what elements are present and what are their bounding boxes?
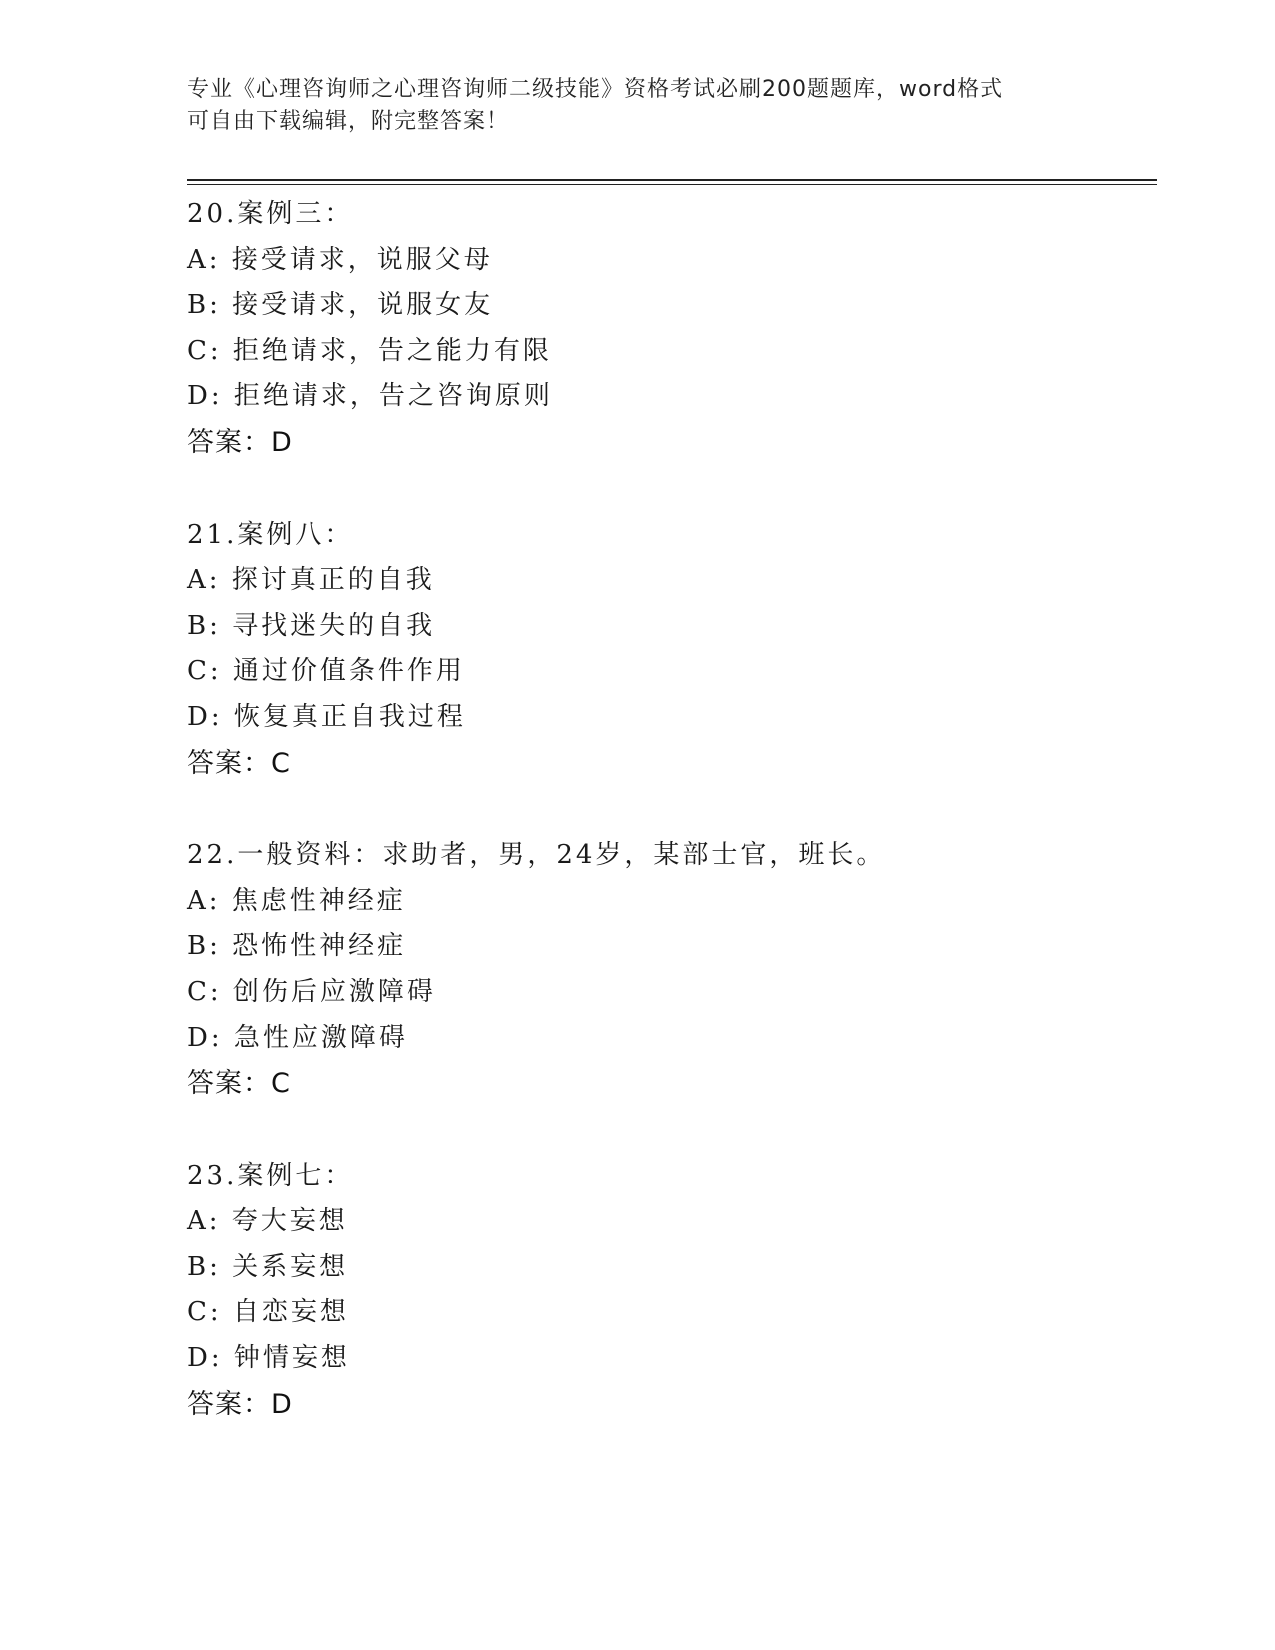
- option-a: A: 焦虑性神经症: [187, 885, 406, 916]
- option-d: D: 急性应激障碍: [187, 1022, 408, 1053]
- option-d: D: 钟情妄想: [187, 1343, 350, 1374]
- option-b: B: 恐怖性神经症: [187, 931, 407, 962]
- question-stem: 20.案例三：: [187, 199, 354, 229]
- answer-line: 答案：C: [187, 747, 291, 779]
- question-22: [187, 833, 1157, 1107]
- answer-line: 答案：D: [187, 426, 293, 458]
- answer-line: 答案：D: [187, 1388, 293, 1420]
- question-stem: 21.案例八：: [187, 519, 354, 550]
- header-line-1: 专业《心理咨询师之心理咨询师二级技能》资格考试必刷200题题库，word格式: [187, 77, 1004, 102]
- header-line-2: 可自由下载编辑，附完整答案！: [187, 109, 510, 134]
- document-header: [187, 74, 1087, 138]
- header-divider: [187, 179, 1157, 181]
- question-20: [187, 192, 1157, 466]
- question-stem: 22.一般资料：求助者，男，24岁，某部士官，班长。: [187, 840, 886, 871]
- option-a: A: 探讨真正的自我: [187, 565, 435, 596]
- option-b: B: 关系妄想: [187, 1251, 349, 1282]
- option-b: B: 寻找迷失的自我: [187, 610, 436, 641]
- option-d: D: 恢复真正自我过程: [187, 701, 466, 732]
- question-21: [187, 513, 1157, 787]
- question-23: [187, 1154, 1157, 1428]
- option-c: C: 拒绝请求，告之能力有限: [187, 335, 552, 366]
- option-d: D: 拒绝请求，告之咨询原则: [187, 381, 553, 412]
- option-a: A: 夸大妄想: [187, 1206, 348, 1237]
- option-c: C: 自恋妄想: [187, 1297, 349, 1328]
- option-a: A: 接受请求，说服父母: [187, 244, 493, 275]
- question-list: [187, 192, 1157, 1474]
- option-c: C: 创伤后应激障碍: [187, 976, 436, 1007]
- option-c: C: 通过价值条件作用: [187, 656, 465, 687]
- answer-line: 答案：C: [187, 1068, 291, 1100]
- question-stem: 23.案例七：: [187, 1160, 354, 1191]
- header-divider-thin: [187, 184, 1157, 185]
- option-b: B: 接受请求，说服女友: [187, 290, 494, 321]
